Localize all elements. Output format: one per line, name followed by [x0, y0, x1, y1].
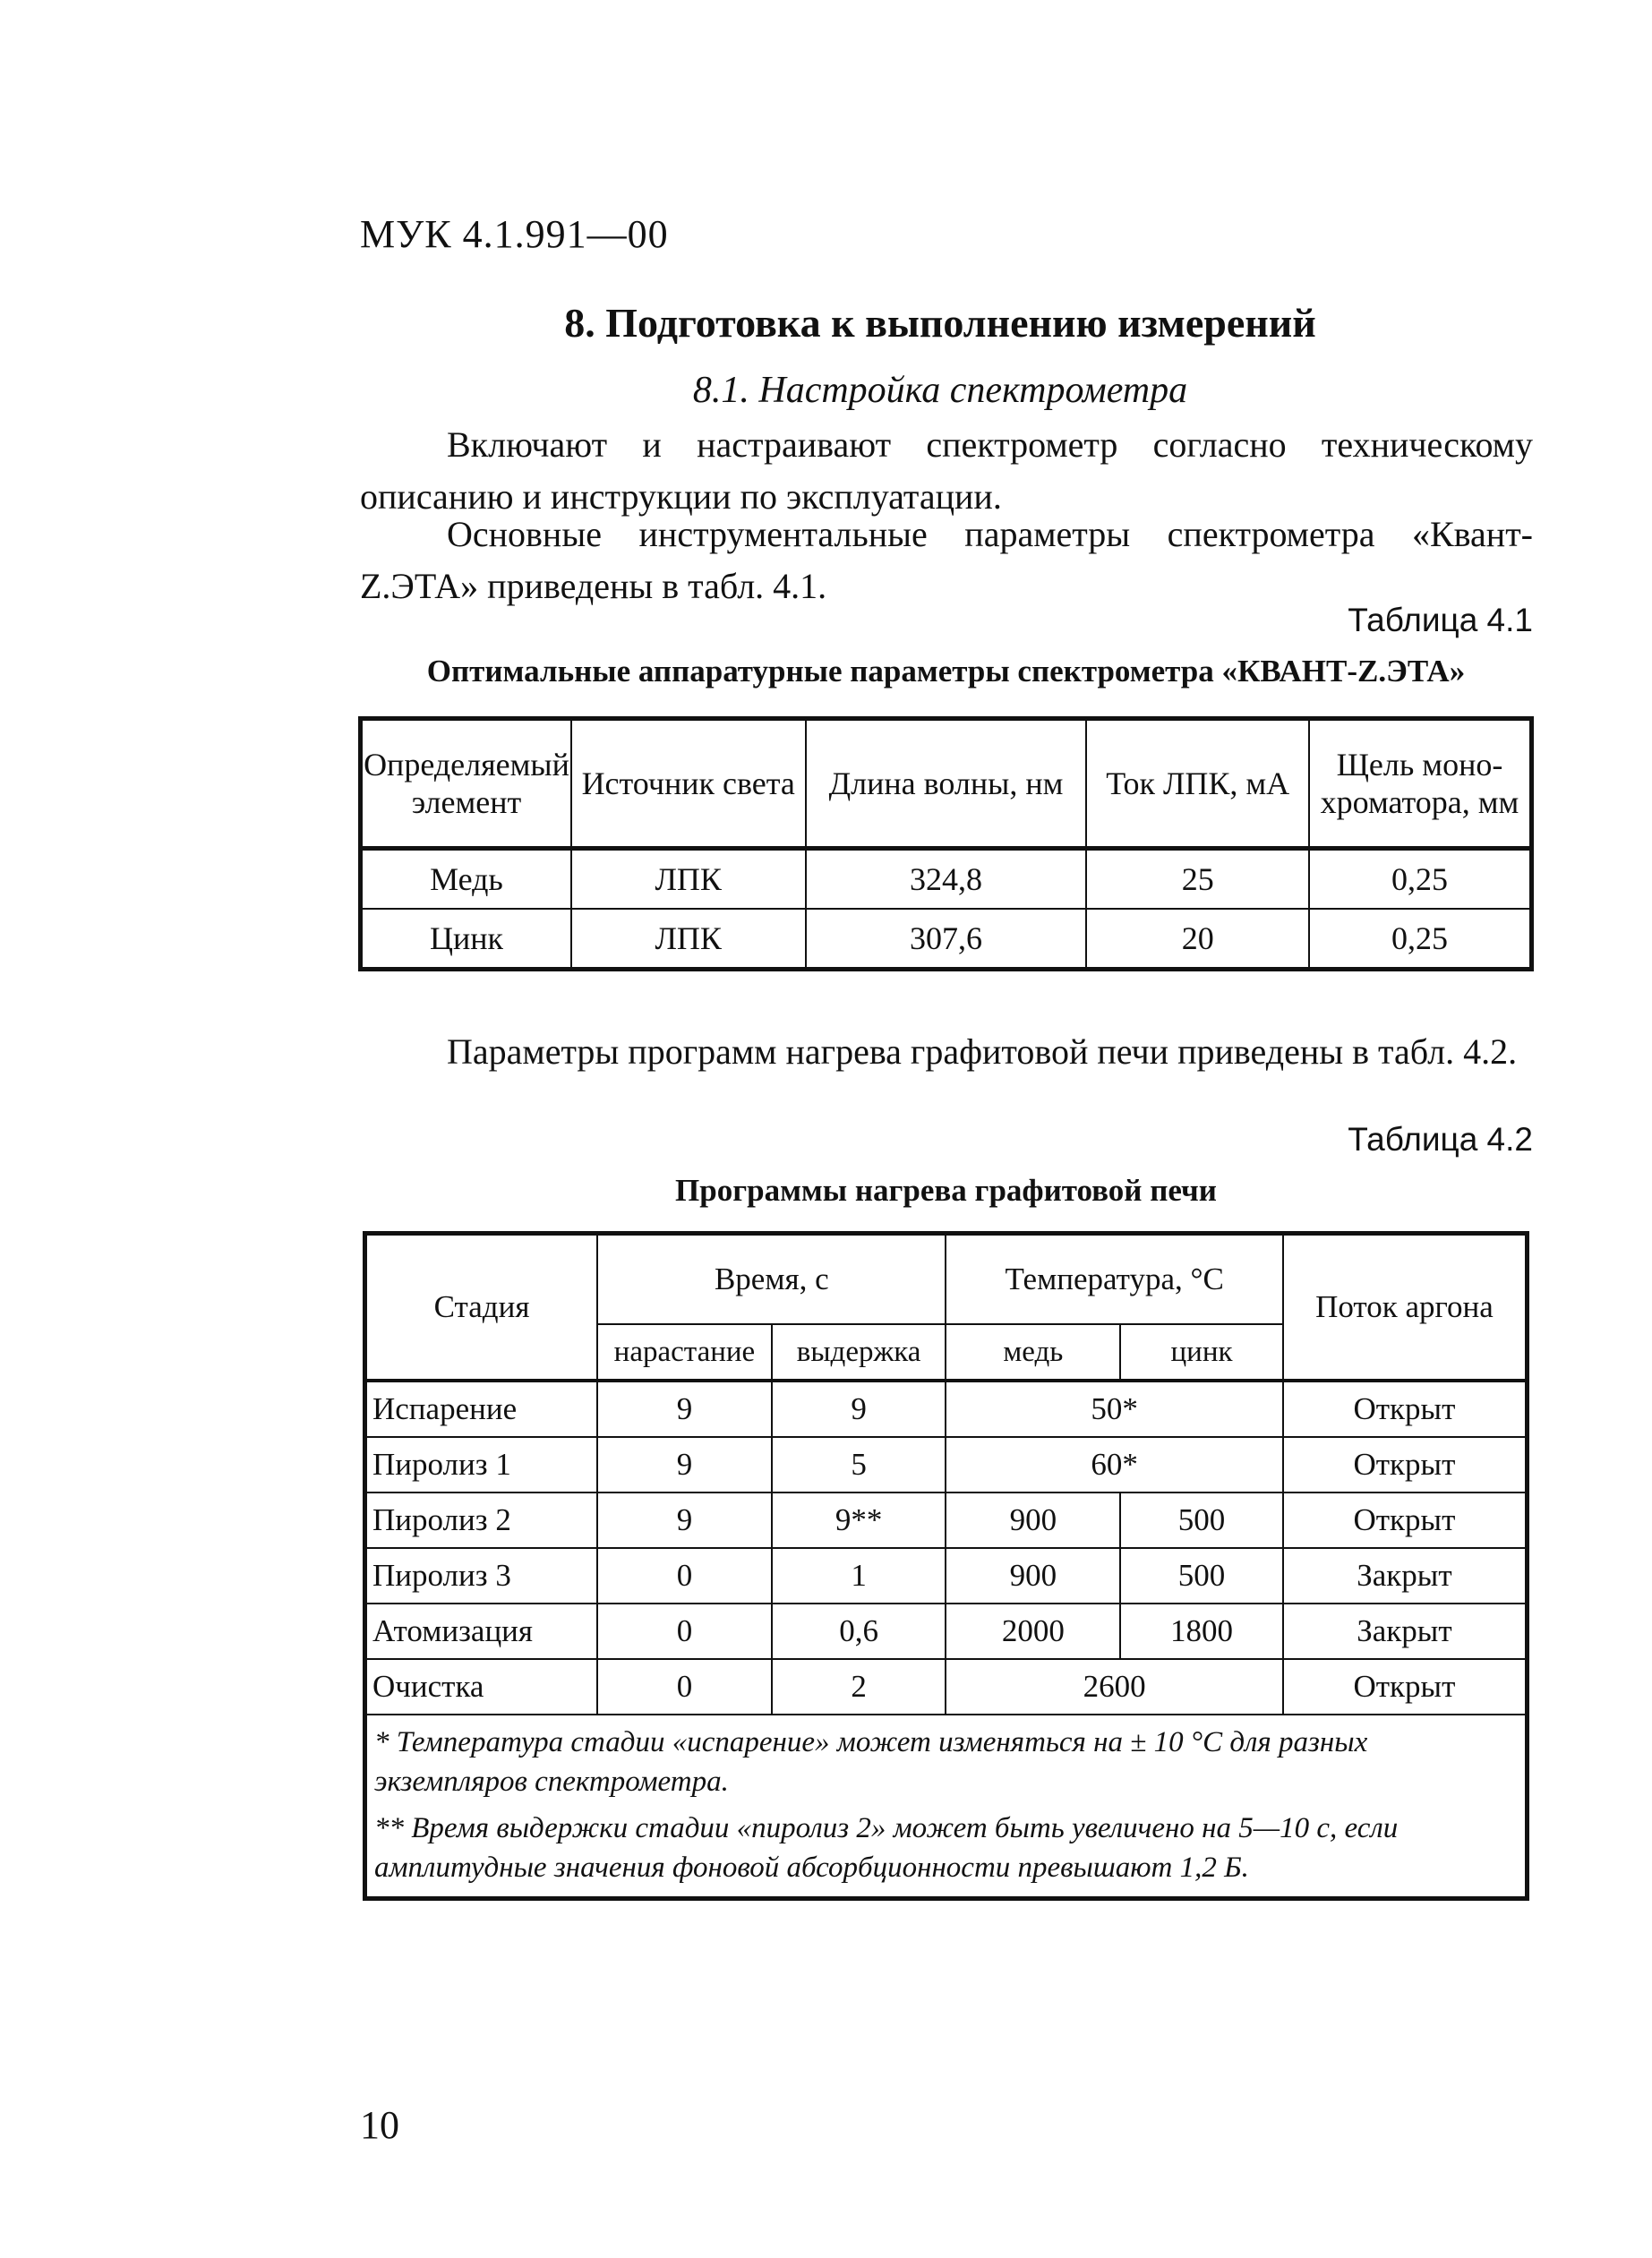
- table-cell: 0,25: [1309, 849, 1532, 910]
- paragraph-setup: Включают и настраивают спектрометр согласно техническому описанию и инструкции по эксплуатации.: [360, 424, 1533, 517]
- column-header: Щель моно-хроматора, мм: [1309, 719, 1532, 849]
- table-cell: 900: [946, 1493, 1120, 1548]
- paragraph-heating: Параметры программ нагрева графитовой печи приведены в табл. 4.2.: [447, 1031, 1518, 1072]
- column-header: Длина волны, нм: [806, 719, 1087, 849]
- table-footnote: * Температура стадии «испарение» может изменяться на ± 10 °С для разных экземпляров спектрометра.: [365, 1715, 1528, 1805]
- column-header-stage: Стадия: [365, 1234, 598, 1381]
- table-row: [365, 1381, 1528, 1437]
- table-cell: 0: [597, 1548, 772, 1604]
- stage-cell: Пиролиз 3: [365, 1548, 598, 1604]
- table-cell: 9: [597, 1493, 772, 1548]
- table-cell: 9: [597, 1381, 772, 1437]
- table-cell: 2: [772, 1659, 946, 1715]
- table-cell: 500: [1120, 1493, 1283, 1548]
- column-header-ramp: нарастание: [597, 1324, 772, 1381]
- table-row: [365, 1659, 1528, 1715]
- table-row: [365, 1493, 1528, 1548]
- table-cell: 9: [597, 1437, 772, 1493]
- column-header-zinc: цинк: [1120, 1324, 1283, 1381]
- paragraph-params: Основные инструментальные параметры спектрометра «Квант-Z.ЭТА» приведены в табл. 4.1.: [360, 514, 1533, 606]
- table-cell: 307,6: [806, 909, 1087, 970]
- table-cell: 324,8: [806, 849, 1087, 910]
- table-row: [361, 849, 1532, 910]
- table-1-number: Таблица 4.1: [1348, 602, 1533, 638]
- table-cell: 5: [772, 1437, 946, 1493]
- table-row: [365, 1604, 1528, 1659]
- column-header-time: Время, с: [597, 1234, 946, 1325]
- column-header-argon: Поток аргона: [1283, 1234, 1528, 1381]
- table-cell: 9**: [772, 1493, 946, 1548]
- table-cell: 2600: [946, 1659, 1282, 1715]
- table-cell: Открыт: [1283, 1659, 1528, 1715]
- table-header-row: [361, 719, 1532, 849]
- table-2-caption: Программы нагрева графитовой печи: [675, 1173, 1217, 1208]
- table-cell: Закрыт: [1283, 1604, 1528, 1659]
- table-cell: 0,6: [772, 1604, 946, 1659]
- stage-cell: Испарение: [365, 1381, 598, 1437]
- table-cell: 1800: [1120, 1604, 1283, 1659]
- table-cell: 9: [772, 1381, 946, 1437]
- page-number: 10: [360, 2103, 399, 2147]
- table-cell: 900: [946, 1548, 1120, 1604]
- table-cell: Цинк: [361, 909, 571, 970]
- table-cell: 25: [1086, 849, 1309, 910]
- table-cell: Открыт: [1283, 1381, 1528, 1437]
- table-note-row: [365, 1805, 1528, 1899]
- table-cell: 1: [772, 1548, 946, 1604]
- table-1-caption: Оптимальные аппаратурные параметры спектрометра «КВАНТ-Z.ЭТА»: [426, 654, 1466, 689]
- table-row: [365, 1548, 1528, 1604]
- table-cell: Закрыт: [1283, 1548, 1528, 1604]
- stage-cell: Пиролиз 1: [365, 1437, 598, 1493]
- stage-cell: Очистка: [365, 1659, 598, 1715]
- table-cell: Открыт: [1283, 1437, 1528, 1493]
- table-footnote: ** Время выдержки стадии «пиролиз 2» может быть увеличено на 5—10 с, если амплитудные значения фоновой абсорбционности превышают 1,2 Б.: [365, 1805, 1528, 1899]
- column-header-copper: медь: [946, 1324, 1120, 1381]
- table-cell: Медь: [361, 849, 571, 910]
- table-instrument-parameters: [358, 716, 1534, 971]
- column-header: Источник света: [571, 719, 806, 849]
- table-header-row: [365, 1234, 1528, 1325]
- column-header: Определяемый элемент: [361, 719, 571, 849]
- table-cell: 2000: [946, 1604, 1120, 1659]
- section-title: 8. Подготовка к выполнению измерений: [564, 300, 1316, 346]
- table-cell: 60*: [946, 1437, 1282, 1493]
- table-row: [365, 1437, 1528, 1493]
- stage-cell: Атомизация: [365, 1604, 598, 1659]
- table-cell: 20: [1086, 909, 1309, 970]
- subsection-title: 8.1. Настройка спектрометра: [692, 370, 1188, 411]
- table-2-number: Таблица 4.2: [1348, 1121, 1533, 1158]
- table-row: [361, 909, 1532, 970]
- table-cell: 50*: [946, 1381, 1282, 1437]
- table-note-row: [365, 1715, 1528, 1805]
- table-cell: 0: [597, 1604, 772, 1659]
- table-cell: Открыт: [1283, 1493, 1528, 1548]
- table-cell: 0,25: [1309, 909, 1532, 970]
- column-header: Ток ЛПК, мА: [1086, 719, 1309, 849]
- document-code: МУК 4.1.991—00: [360, 212, 669, 256]
- stage-cell: Пиролиз 2: [365, 1493, 598, 1548]
- column-header-temperature: Температура, °С: [946, 1234, 1282, 1325]
- table-heating-programs: [363, 1231, 1529, 1901]
- table-cell: ЛПК: [571, 849, 806, 910]
- table-cell: 500: [1120, 1548, 1283, 1604]
- table-cell: 0: [597, 1659, 772, 1715]
- table-cell: ЛПК: [571, 909, 806, 970]
- column-header-hold: выдержка: [772, 1324, 946, 1381]
